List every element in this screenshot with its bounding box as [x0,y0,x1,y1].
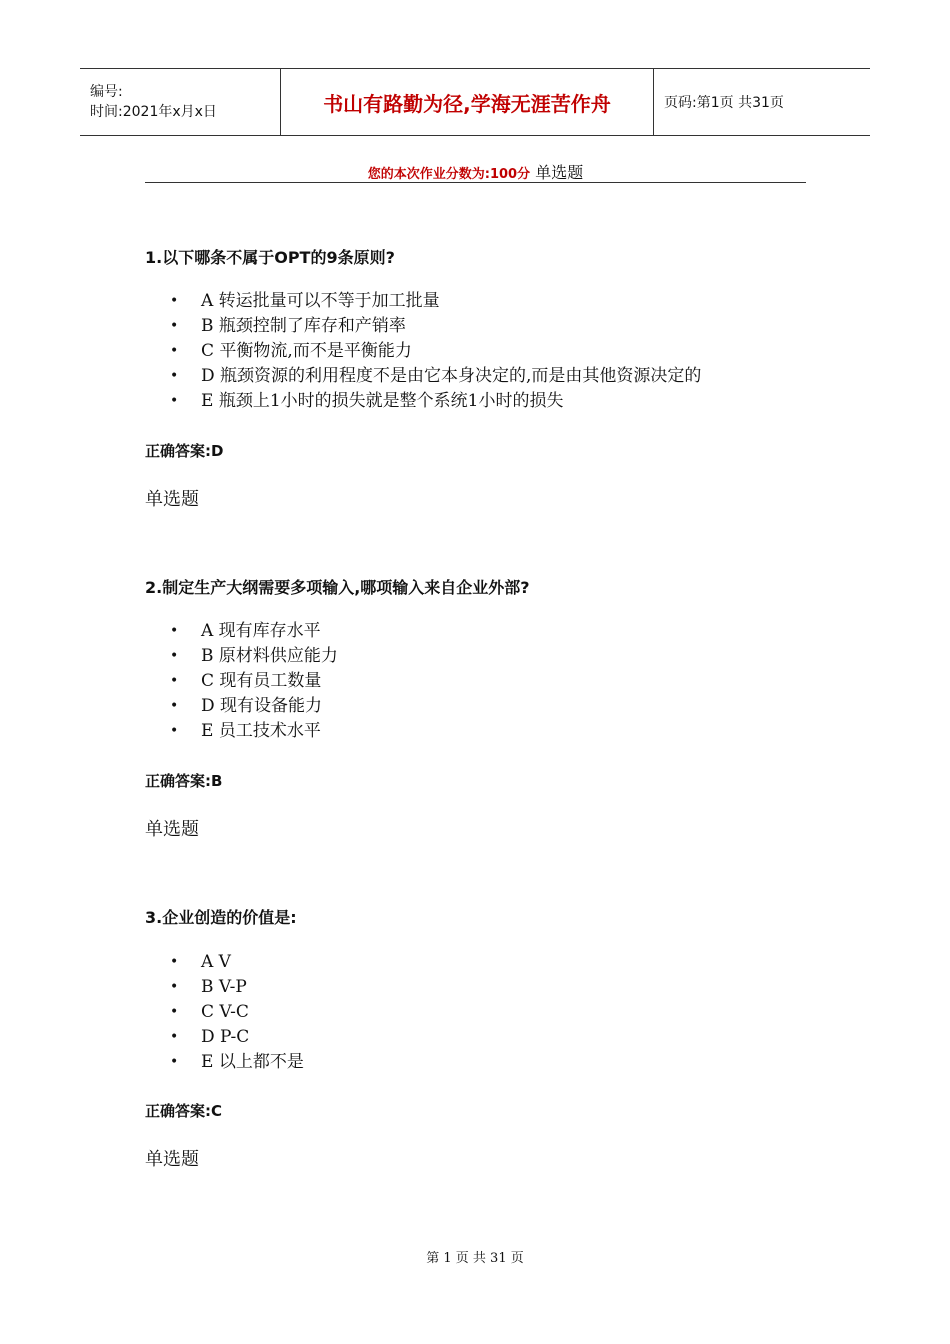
bullet-icon: • [170,1004,179,1020]
correct-answer: 正确答案:D [145,442,224,460]
option-item: • C V-C [170,1000,304,1025]
option-item: • D 瓶颈资源的利用程度不是由它本身决定的,而是由其他资源决定的 [170,364,701,389]
option-item: • B 原材料供应能力 [170,644,338,669]
question-type: 单选题 [145,819,199,840]
question-title: 1.以下哪条不属于OPT的9条原则? [145,248,395,267]
score-label: 您的本次作业分数为:100分 [367,167,531,182]
bullet-icon: • [170,623,179,639]
bullet-icon: • [170,293,179,309]
option-item: • C 现有员工数量 [170,669,338,694]
option-item: • E 瓶颈上1小时的损失就是整个系统1小时的损失 [170,389,701,414]
bullet-icon: • [170,723,179,739]
number-label: 编号: [90,84,123,100]
bullet-icon: • [170,343,179,359]
option-item: • C 平衡物流,而不是平衡能力 [170,339,701,364]
page-footer: 第 1 页 共 31 页 [426,1251,524,1266]
option-list [170,619,338,744]
bullet-icon: • [170,954,179,970]
bullet-icon: • [170,318,179,334]
header-page-label: 页码:第1页 共31页 [664,95,784,111]
bullet-icon: • [170,1054,179,1070]
bullet-icon: • [170,698,179,714]
option-item: • B 瓶颈控制了库存和产销率 [170,314,701,339]
time-label: 时间:2021年x月x日 [90,104,217,120]
question-type: 单选题 [145,1149,199,1170]
option-item: • A 转运批量可以不等于加工批量 [170,289,701,314]
header-meta [80,69,281,135]
bullet-icon: • [170,979,179,995]
score-type: 单选题 [535,163,584,182]
question-title: 3.企业创造的价值是: [145,908,297,927]
header-motto: 书山有路勤为径,学海无涯苦作舟 [281,69,654,135]
correct-answer: 正确答案:B [145,772,223,790]
option-item: • B V-P [170,975,304,1000]
option-item: • E 员工技术水平 [170,719,338,744]
score-line [145,160,806,183]
option-list [170,950,304,1075]
bullet-icon: • [170,648,179,664]
question-type: 单选题 [145,489,199,510]
option-item: • D P-C [170,1025,304,1050]
bullet-icon: • [170,673,179,689]
option-list [170,289,701,414]
option-item: • A 现有库存水平 [170,619,338,644]
question-title: 2.制定生产大纲需要多项输入,哪项输入来自企业外部? [145,578,530,597]
bullet-icon: • [170,1029,179,1045]
correct-answer: 正确答案:C [145,1102,223,1120]
bullet-icon: • [170,393,179,409]
option-item: • E 以上都不是 [170,1050,304,1075]
option-item: • A V [170,950,304,975]
document-header [80,68,870,136]
option-item: • D 现有设备能力 [170,694,338,719]
bullet-icon: • [170,368,179,384]
